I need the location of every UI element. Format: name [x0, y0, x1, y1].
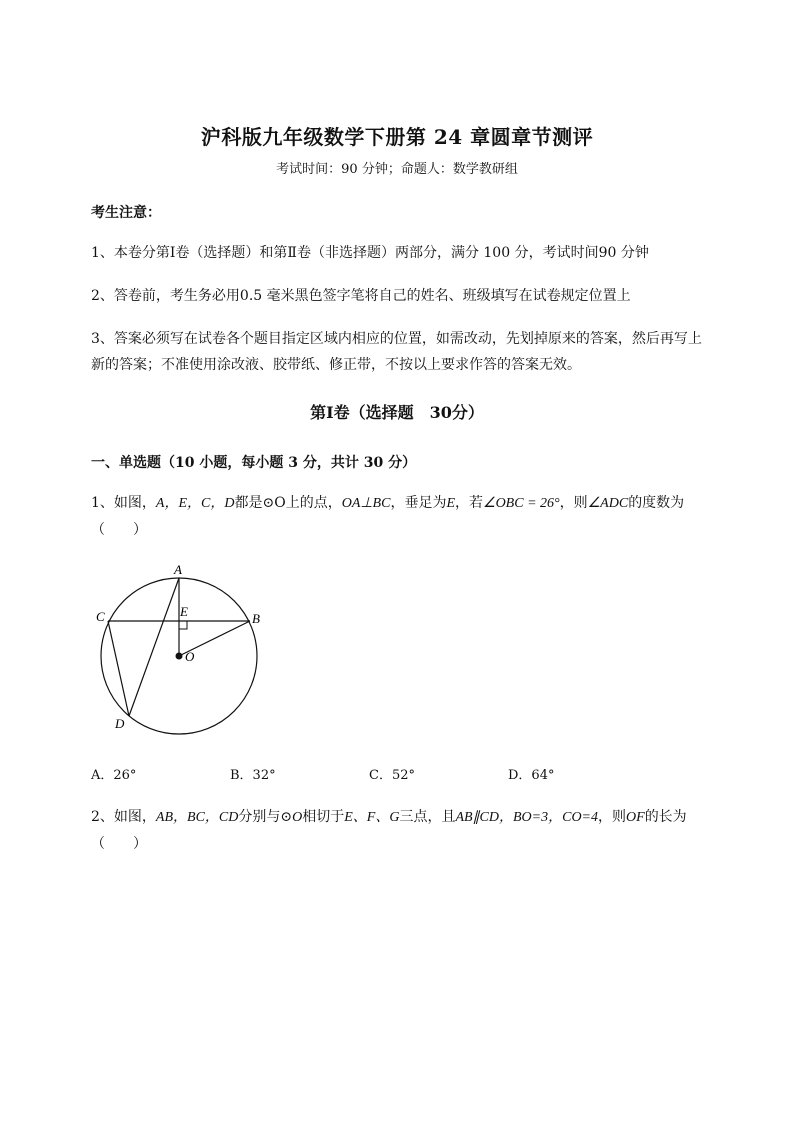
segment-cd — [108, 621, 129, 716]
question-math: OA⊥BC — [341, 496, 391, 511]
center-point — [176, 653, 183, 660]
right-angle-mark — [179, 621, 187, 629]
question-text: 的长为（ ） — [91, 809, 687, 852]
question-math: ∠OBC = 26° — [483, 496, 560, 511]
question-text: 如图， — [113, 809, 156, 825]
question-math: A，E，C，D — [155, 496, 235, 511]
question-number: 2、 — [91, 809, 114, 825]
label-d: D — [115, 716, 125, 731]
question-math: ∠ADC — [587, 496, 629, 511]
notice-item-3: 3、答案必须写在试卷各个题目指定区域内相应的位置，如需改动，先划掉原来的答案，然后再写上新的答案；不准使用涂改液、胶带纸、修正带，不按以上要求作答的答案无效。 — [91, 331, 702, 373]
question-math: E — [446, 496, 456, 511]
question-text: 的度数为（ ） — [91, 495, 685, 538]
notice-heading: 考生注意： — [91, 205, 161, 221]
question-text: ，则 — [559, 495, 588, 511]
option-a[interactable]: A．26° — [91, 768, 137, 783]
label-b: B — [252, 611, 260, 626]
label-o: O — [185, 649, 195, 664]
segment-ad — [129, 578, 179, 716]
option-d[interactable]: D．64° — [508, 768, 555, 783]
question-text: 相切于 — [302, 809, 345, 825]
question-text: 分别与⊙ — [238, 809, 293, 825]
question-number: 1、 — [91, 495, 114, 511]
question-text: ，垂足为 — [390, 495, 447, 511]
question-text: 都是⊙O上的点， — [234, 495, 342, 511]
question-text: ，若 — [455, 495, 484, 511]
question-math: O — [292, 810, 303, 825]
geometry-diagram — [90, 558, 270, 738]
notice-item-1: 1、本卷分第Ⅰ卷（选择题）和第Ⅱ卷（非选择题）两部分，满分 100 分，考试时间90 分钟 — [91, 245, 649, 261]
label-c: C — [96, 609, 105, 624]
question-math: AB∥CD，BO=3，CO=4 — [455, 810, 599, 825]
circle-figure — [90, 558, 270, 742]
notice-item-2: 2、答卷前，考生务必用0.5 毫米黑色签字笔将自己的姓名、班级填写在试卷规定位置上 — [91, 288, 631, 304]
exam-info: 考试时间：90 分钟；命题人：数学教研组 — [276, 162, 518, 177]
question-text: 如图， — [113, 495, 156, 511]
label-e: E — [180, 604, 188, 619]
part-title: 第Ⅰ卷（选择题 30分） — [310, 403, 484, 422]
option-c[interactable]: C．52° — [369, 768, 415, 783]
section-title: 一、单选题（10 小题，每小题 3 分，共计 30 分） — [91, 455, 417, 471]
page-title: 沪科版九年级数学下册第 24 章圆章节测评 — [200, 125, 594, 149]
question-math: OF — [626, 810, 645, 825]
question-text: 三点，且 — [399, 809, 456, 825]
question-2 — [91, 804, 731, 857]
question-math: AB，BC，CD — [155, 810, 239, 825]
question-math: E、F、G — [344, 810, 400, 825]
question-text: ，则 — [598, 809, 627, 825]
option-b[interactable]: B．32° — [230, 768, 276, 783]
label-a: A — [174, 562, 182, 577]
question-1 — [91, 490, 731, 543]
